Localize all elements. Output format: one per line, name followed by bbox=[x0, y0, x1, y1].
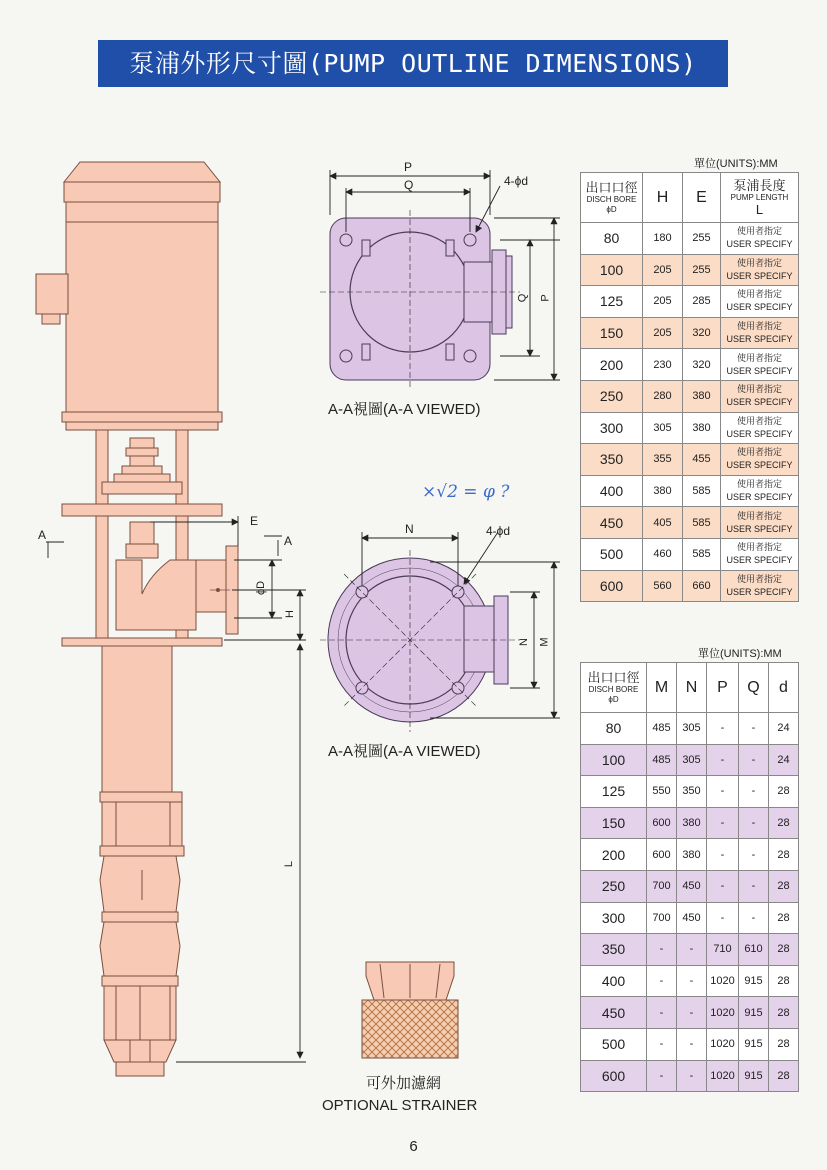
table-row bbox=[581, 807, 799, 839]
table-row bbox=[581, 317, 799, 349]
cell-pump-length bbox=[721, 317, 799, 349]
cell-d: 28 bbox=[769, 934, 799, 966]
cell-p: - bbox=[707, 870, 739, 902]
cell-bore: 450 bbox=[581, 997, 647, 1029]
cell-pump-length bbox=[721, 444, 799, 476]
table-row bbox=[581, 776, 799, 808]
cell-e: 585 bbox=[683, 507, 721, 539]
cell-h: 560 bbox=[643, 570, 683, 602]
cell-n: - bbox=[677, 1060, 707, 1092]
table-row bbox=[581, 286, 799, 318]
user-specify-cn: 使用者指定 bbox=[736, 384, 782, 395]
cell-e: 320 bbox=[683, 349, 721, 381]
user-specify-cn: 使用者指定 bbox=[736, 542, 782, 553]
cell-h: 380 bbox=[643, 475, 683, 507]
cell-n: 305 bbox=[677, 713, 707, 745]
dim-label-q: Q bbox=[404, 178, 414, 192]
table-row bbox=[581, 412, 799, 444]
dim-label-p: P bbox=[404, 160, 413, 174]
header-bore: 出口口徑 DISCH BORE ϕD bbox=[581, 173, 643, 223]
cell-h: 460 bbox=[643, 538, 683, 570]
cell-h: 280 bbox=[643, 380, 683, 412]
cell-q: - bbox=[739, 902, 769, 934]
cell-q: - bbox=[739, 776, 769, 808]
page-title: 泵浦外形尺寸圖(PUMP OUTLINE DIMENSIONS) bbox=[98, 40, 728, 87]
cell-n: 350 bbox=[677, 776, 707, 808]
handwritten-note: ×√2 = φ ? bbox=[422, 482, 510, 502]
cell-m: 700 bbox=[647, 902, 677, 934]
cell-p: 1020 bbox=[707, 1028, 739, 1060]
cell-p: - bbox=[707, 902, 739, 934]
user-specify-en: USER SPECIFY bbox=[726, 302, 793, 313]
cell-d: 24 bbox=[769, 744, 799, 776]
cell-h: 205 bbox=[643, 286, 683, 318]
cell-bore: 600 bbox=[581, 570, 643, 602]
cell-p: 710 bbox=[707, 934, 739, 966]
cell-bore: 350 bbox=[581, 444, 643, 476]
user-specify-cn: 使用者指定 bbox=[736, 257, 782, 268]
cell-bore: 80 bbox=[581, 223, 643, 255]
cell-pump-length bbox=[721, 507, 799, 539]
cell-e: 255 bbox=[683, 223, 721, 255]
cell-pump-length bbox=[721, 570, 799, 602]
user-specify-en: USER SPECIFY bbox=[726, 428, 793, 439]
table-row bbox=[581, 223, 799, 255]
cell-h: 230 bbox=[643, 349, 683, 381]
cell-bore: 80 bbox=[581, 713, 647, 745]
table-row bbox=[581, 254, 799, 286]
top-view-caption: A-A視圖(A-A VIEWED) bbox=[328, 401, 481, 418]
user-specify-en: USER SPECIFY bbox=[726, 270, 793, 281]
cell-d: 28 bbox=[769, 997, 799, 1029]
header-d: d bbox=[769, 663, 799, 713]
flange-view-round bbox=[320, 550, 520, 732]
optional-strainer bbox=[362, 962, 458, 1058]
user-specify-en: USER SPECIFY bbox=[726, 555, 793, 566]
cell-n: - bbox=[677, 965, 707, 997]
cell-n: - bbox=[677, 1028, 707, 1060]
cell-m: 485 bbox=[647, 713, 677, 745]
table-row bbox=[581, 839, 799, 871]
strainer-caption-en: OPTIONAL STRAINER bbox=[322, 1097, 478, 1114]
cell-pump-length bbox=[721, 254, 799, 286]
cell-m: 600 bbox=[647, 839, 677, 871]
cell-bore: 150 bbox=[581, 807, 647, 839]
table-row bbox=[581, 1060, 799, 1092]
table-row bbox=[581, 1028, 799, 1060]
cell-pump-length bbox=[721, 538, 799, 570]
cell-e: 285 bbox=[683, 286, 721, 318]
dim-label-p-side: P bbox=[539, 294, 552, 302]
cell-m: - bbox=[647, 1028, 677, 1060]
cell-p: - bbox=[707, 776, 739, 808]
cell-bore: 500 bbox=[581, 1028, 647, 1060]
cell-pump-length bbox=[721, 286, 799, 318]
cell-q: 915 bbox=[739, 965, 769, 997]
cell-q: - bbox=[739, 807, 769, 839]
cell-d: 28 bbox=[769, 807, 799, 839]
table-row bbox=[581, 934, 799, 966]
dim-label-n: N bbox=[405, 522, 414, 536]
strainer-caption-cn: 可外加濾網 bbox=[366, 1075, 442, 1092]
section-a-right: A bbox=[284, 534, 293, 548]
header-p: P bbox=[707, 663, 739, 713]
cell-d: 24 bbox=[769, 713, 799, 745]
cell-q: 915 bbox=[739, 1028, 769, 1060]
cell-p: - bbox=[707, 807, 739, 839]
cell-e: 585 bbox=[683, 538, 721, 570]
table-row bbox=[581, 870, 799, 902]
user-specify-cn: 使用者指定 bbox=[736, 510, 782, 521]
cell-m: - bbox=[647, 997, 677, 1029]
user-specify-en: USER SPECIFY bbox=[726, 397, 793, 408]
table-row bbox=[581, 538, 799, 570]
cell-d: 28 bbox=[769, 776, 799, 808]
header-h: H bbox=[643, 173, 683, 223]
cell-e: 455 bbox=[683, 444, 721, 476]
table-row bbox=[581, 475, 799, 507]
cell-q: 610 bbox=[739, 934, 769, 966]
header-m: M bbox=[647, 663, 677, 713]
user-specify-cn: 使用者指定 bbox=[736, 415, 782, 426]
cell-bore: 500 bbox=[581, 538, 643, 570]
cell-e: 320 bbox=[683, 317, 721, 349]
cell-bore: 200 bbox=[581, 349, 643, 381]
cell-bore: 350 bbox=[581, 934, 647, 966]
dim-label-d: ϕD bbox=[255, 580, 268, 596]
user-specify-en: USER SPECIFY bbox=[726, 239, 793, 250]
cell-m: 700 bbox=[647, 870, 677, 902]
cell-m: 550 bbox=[647, 776, 677, 808]
cell-q: - bbox=[739, 713, 769, 745]
user-specify-cn: 使用者指定 bbox=[736, 289, 782, 300]
cell-bore: 125 bbox=[581, 776, 647, 808]
cell-pump-length bbox=[721, 380, 799, 412]
table1-units: 單位(UNITS):MM bbox=[694, 158, 778, 170]
dim-label-q-side: Q bbox=[516, 293, 529, 303]
cell-p: 1020 bbox=[707, 997, 739, 1029]
user-specify-en: USER SPECIFY bbox=[726, 334, 793, 345]
cell-q: - bbox=[739, 839, 769, 871]
dimension-table-mnpq bbox=[580, 662, 799, 1092]
cell-n: - bbox=[677, 934, 707, 966]
user-specify-en: USER SPECIFY bbox=[726, 586, 793, 597]
table-row bbox=[581, 570, 799, 602]
cell-pump-length bbox=[721, 349, 799, 381]
cell-pump-length bbox=[721, 412, 799, 444]
cell-bore: 300 bbox=[581, 412, 643, 444]
cell-h: 355 bbox=[643, 444, 683, 476]
table-row bbox=[581, 380, 799, 412]
dim-label-n-side: N bbox=[517, 638, 530, 646]
header-bore-2: 出口口徑 DISCH BORE ϕD bbox=[581, 663, 647, 713]
user-specify-cn: 使用者指定 bbox=[736, 321, 782, 332]
cell-bore: 600 bbox=[581, 1060, 647, 1092]
user-specify-en: USER SPECIFY bbox=[726, 460, 793, 471]
section-a-left: A bbox=[38, 528, 47, 542]
cell-n: 380 bbox=[677, 807, 707, 839]
table-row bbox=[581, 744, 799, 776]
cell-q: - bbox=[739, 870, 769, 902]
cell-d: 28 bbox=[769, 839, 799, 871]
table2-units: 單位(UNITS):MM bbox=[698, 648, 782, 660]
page-number: 6 bbox=[409, 1138, 418, 1155]
cell-h: 205 bbox=[643, 254, 683, 286]
cell-h: 405 bbox=[643, 507, 683, 539]
cell-p: - bbox=[707, 839, 739, 871]
cell-e: 585 bbox=[683, 475, 721, 507]
dim-label-bolt-holes: 4-ϕd bbox=[504, 174, 529, 188]
cell-q: 915 bbox=[739, 1060, 769, 1092]
cell-h: 180 bbox=[643, 223, 683, 255]
user-specify-cn: 使用者指定 bbox=[736, 226, 782, 237]
header-n: N bbox=[677, 663, 707, 713]
dim-label-l: L bbox=[283, 860, 296, 868]
flange-view-square bbox=[320, 210, 520, 390]
cell-q: 915 bbox=[739, 997, 769, 1029]
cell-q: - bbox=[739, 744, 769, 776]
cell-bore: 400 bbox=[581, 475, 643, 507]
user-specify-en: USER SPECIFY bbox=[726, 365, 793, 376]
cell-n: 380 bbox=[677, 839, 707, 871]
table-row bbox=[581, 965, 799, 997]
cell-bore: 125 bbox=[581, 286, 643, 318]
pump-elevation bbox=[36, 162, 238, 1076]
cell-h: 205 bbox=[643, 317, 683, 349]
cell-bore: 250 bbox=[581, 870, 647, 902]
dim-label-h: H bbox=[283, 610, 296, 618]
cell-p: - bbox=[707, 744, 739, 776]
cell-bore: 200 bbox=[581, 839, 647, 871]
cell-m: - bbox=[647, 965, 677, 997]
dim-label-bolt-holes-round: 4-ϕd bbox=[486, 524, 511, 538]
cell-n: - bbox=[677, 997, 707, 1029]
cell-e: 380 bbox=[683, 412, 721, 444]
cell-pump-length bbox=[721, 475, 799, 507]
cell-bore: 100 bbox=[581, 744, 647, 776]
cell-d: 28 bbox=[769, 1028, 799, 1060]
cell-p: - bbox=[707, 713, 739, 745]
cell-m: - bbox=[647, 1060, 677, 1092]
table-row bbox=[581, 507, 799, 539]
cell-n: 305 bbox=[677, 744, 707, 776]
cell-bore: 450 bbox=[581, 507, 643, 539]
cell-e: 255 bbox=[683, 254, 721, 286]
header-e: E bbox=[683, 173, 721, 223]
header-length: 泵浦長度 PUMP LENGTH L bbox=[721, 173, 799, 223]
cell-m: 485 bbox=[647, 744, 677, 776]
cell-m: - bbox=[647, 934, 677, 966]
cell-bore: 400 bbox=[581, 965, 647, 997]
user-specify-en: USER SPECIFY bbox=[726, 492, 793, 503]
cell-bore: 100 bbox=[581, 254, 643, 286]
table-row bbox=[581, 349, 799, 381]
cell-n: 450 bbox=[677, 902, 707, 934]
cell-p: 1020 bbox=[707, 1060, 739, 1092]
user-specify-cn: 使用者指定 bbox=[736, 479, 782, 490]
cell-bore: 150 bbox=[581, 317, 643, 349]
table-row bbox=[581, 444, 799, 476]
user-specify-cn: 使用者指定 bbox=[736, 573, 782, 584]
cell-m: 600 bbox=[647, 807, 677, 839]
cell-d: 28 bbox=[769, 1060, 799, 1092]
user-specify-cn: 使用者指定 bbox=[736, 352, 782, 363]
cell-n: 450 bbox=[677, 870, 707, 902]
cell-p: 1020 bbox=[707, 965, 739, 997]
cell-e: 380 bbox=[683, 380, 721, 412]
cell-pump-length bbox=[721, 223, 799, 255]
cell-e: 660 bbox=[683, 570, 721, 602]
cell-d: 28 bbox=[769, 965, 799, 997]
dim-label-e: E bbox=[250, 514, 259, 528]
cell-h: 305 bbox=[643, 412, 683, 444]
user-specify-en: USER SPECIFY bbox=[726, 523, 793, 534]
cell-bore: 250 bbox=[581, 380, 643, 412]
cell-bore: 300 bbox=[581, 902, 647, 934]
table-row bbox=[581, 902, 799, 934]
header-q: Q bbox=[739, 663, 769, 713]
bottom-view-caption: A-A視圖(A-A VIEWED) bbox=[328, 743, 481, 760]
dim-label-m-side: M bbox=[538, 637, 551, 647]
dimension-table-he bbox=[580, 172, 799, 602]
table-row bbox=[581, 713, 799, 745]
table-row bbox=[581, 997, 799, 1029]
cell-d: 28 bbox=[769, 902, 799, 934]
cell-d: 28 bbox=[769, 870, 799, 902]
user-specify-cn: 使用者指定 bbox=[736, 447, 782, 458]
